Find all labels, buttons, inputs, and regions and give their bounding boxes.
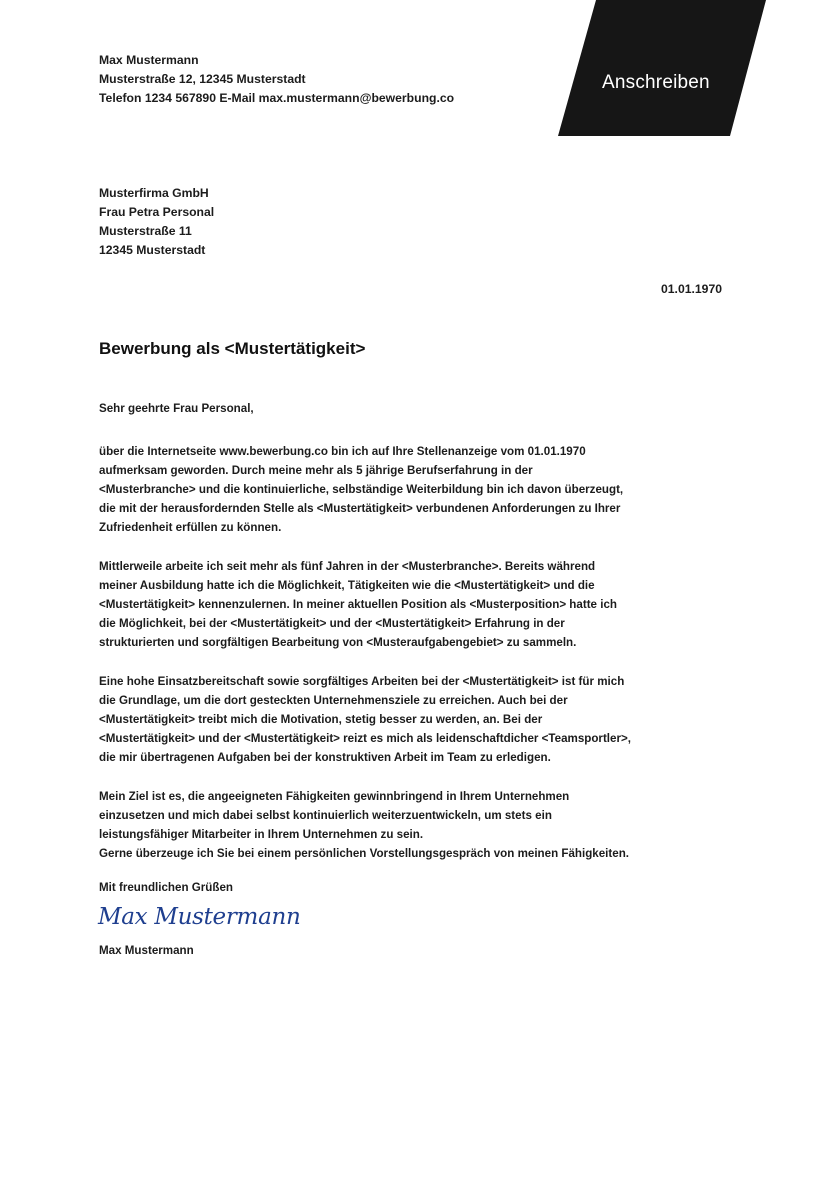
recipient-city: 12345 Musterstadt: [99, 243, 206, 257]
banner-shape: [558, 0, 766, 136]
paragraph-line: einzusetzen und mich dabei selbst kontinuierlich weiterzuentwickeln, um stets ein: [99, 809, 552, 822]
paragraph-line: strukturierten und sorgfältigen Bearbeitung von <Musteraufgabengebiet> zu sammeln.: [99, 636, 577, 649]
body-paragraph-2: [99, 557, 617, 652]
letter-date: 01.01.1970: [661, 282, 722, 296]
sender-name: Max Mustermann: [99, 53, 199, 67]
paragraph-line: meiner Ausbildung hatte ich die Möglichkeit, Tätigkeiten wie die <Mustertätigkeit> und die: [99, 579, 595, 592]
paragraph-line: die Möglichkeit, bei der <Mustertätigkeit> und der <Mustertätigkeit> Erfahrung in der: [99, 617, 565, 630]
banner-label: Anschreiben: [602, 72, 710, 93]
handwritten-signature: Max Mustermann: [98, 904, 301, 930]
paragraph-line: über die Internetseite www.bewerbung.co bin ich auf Ihre Stellenanzeige vom 01.01.1970: [99, 445, 586, 458]
sender-block: [99, 51, 454, 108]
header-banner: [558, 0, 766, 136]
paragraph-line: Gerne überzeuge ich Sie bei einem persönlichen Vorstellungsgespräch von meinen Fähigkeiten.: [99, 847, 630, 860]
paragraph-line: <Mustertätigkeit> treibt mich die Motivation, stetig besser zu werden, an. Bei der: [99, 713, 543, 726]
paragraph-line: die Grundlage, um die dort gesteckten Unternehmensziele zu erreichen. Auch bei der: [99, 694, 568, 707]
salutation: Sehr geehrte Frau Personal,: [99, 402, 254, 415]
recipient-block: [99, 184, 214, 260]
paragraph-line: <Mustertätigkeit> kennenzulernen. In meiner aktuellen Position als <Musterposition> hatte ich: [99, 598, 617, 611]
paragraph-line: Zufriedenheit erfüllen zu können.: [99, 521, 282, 534]
signed-name: Max Mustermann: [99, 944, 194, 957]
recipient-company: Musterfirma GmbH: [99, 186, 209, 200]
paragraph-line: <Musterbranche> und die kontinuierliche, selbständige Weiterbildung bin ich davon überzeugt,: [99, 483, 624, 496]
paragraph-line: <Mustertätigkeit> und der <Mustertätigkeit> reizt es mich als leidenschaftdicher <Teamsportler>,: [99, 732, 631, 745]
recipient-person: Frau Petra Personal: [99, 205, 215, 219]
paragraph-line: aufmerksam geworden. Durch meine mehr als 5 jährige Berufserfahrung in der: [99, 464, 533, 477]
letter-subject: Bewerbung als <Mustertätigkeit>: [99, 339, 366, 358]
paragraph-line: die mit der herausfordernden Stelle als <Mustertätigkeit> verbundenen Anforderungen zu Ihrer: [99, 502, 621, 515]
body-paragraph-1: [99, 442, 623, 537]
paragraph-line: Mein Ziel ist es, die angeeigneten Fähigkeiten gewinnbringend in Ihrem Unternehmen: [99, 790, 570, 803]
paragraph-line: leistungsfähiger Mitarbeiter in Ihrem Unternehmen zu sein.: [99, 828, 424, 841]
recipient-street: Musterstraße 11: [99, 224, 192, 238]
body-paragraph-3: [99, 672, 631, 767]
sender-contact: Telefon 1234 567890 E-Mail max.mustermann@bewerbung.co: [99, 91, 455, 105]
paragraph-line: Mittlerweile arbeite ich seit mehr als fünf Jahren in der <Musterbranche>. Bereits während: [99, 560, 596, 573]
body-paragraph-4: [99, 787, 629, 863]
sender-address: Musterstraße 12, 12345 Musterstadt: [99, 72, 306, 86]
closing-phrase: Mit freundlichen Grüßen: [99, 881, 233, 894]
paragraph-line: Eine hohe Einsatzbereitschaft sowie sorgfältiges Arbeiten bei der <Mustertätigkeit> ist für mich: [99, 675, 625, 688]
paragraph-line: die mir übertragenen Aufgaben bei der konstruktiven Arbeit im Team zu erledigen.: [99, 751, 551, 764]
